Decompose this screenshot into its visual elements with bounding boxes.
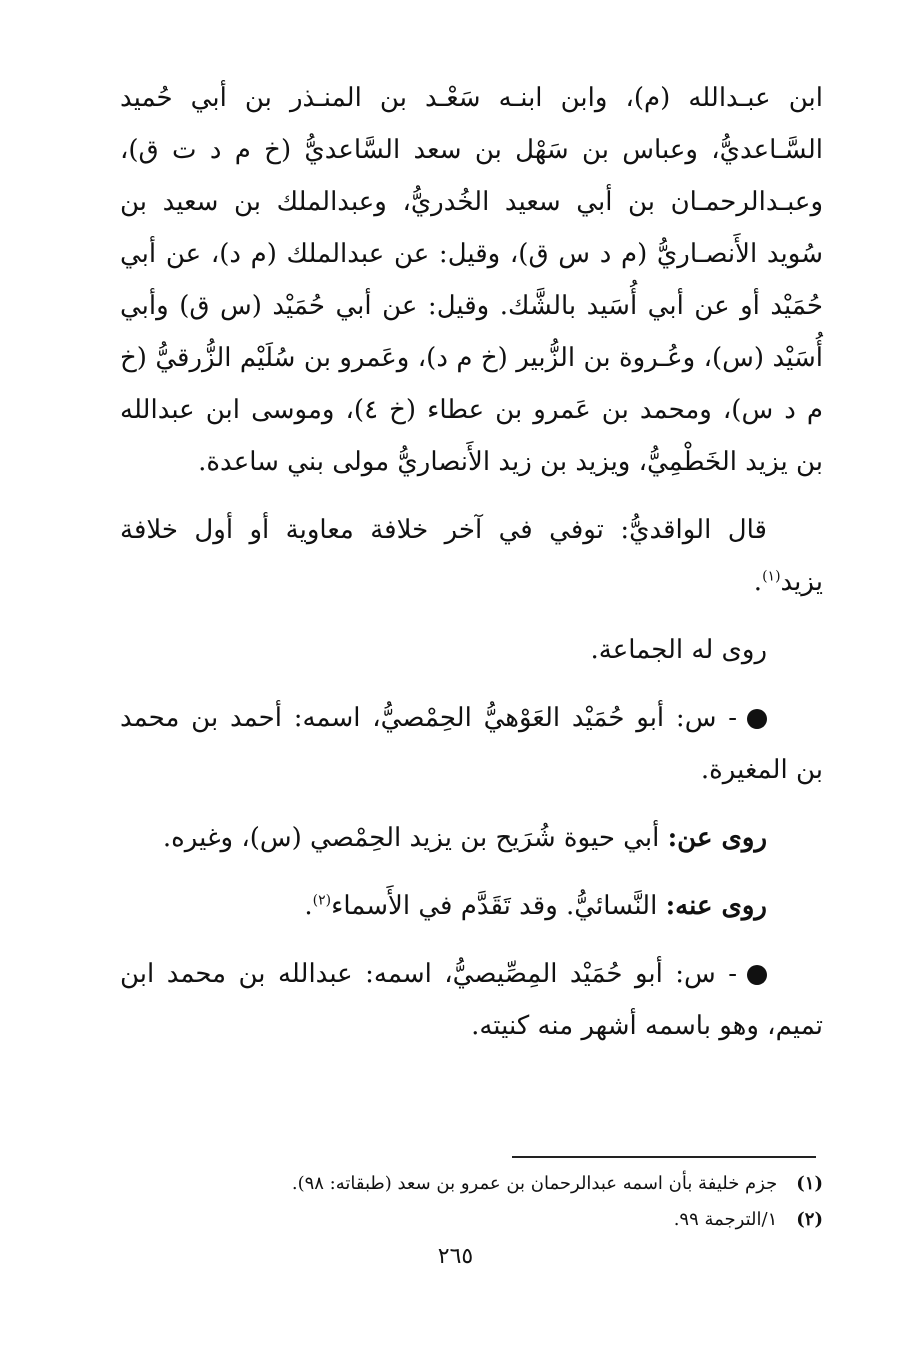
footnote-1 [200,1166,823,1202]
rawa-an-label: روى عن: [667,823,767,853]
waqidi-text: قال الواقديُّ: توفي في آخر خلافة معاوية أو أول خلافة يزيد [120,515,823,597]
main-text [120,72,823,1052]
footnote-ref-1: (١) [762,568,781,585]
awhi-entry-text: - س: أبو حُمَيْد العَوْهيُّ الحِمْصيُّ، اسمه: أحمد بن محمد بن المغيرة. [120,703,823,785]
bullet-icon [747,965,767,985]
footnote-divider [512,1156,816,1158]
footnote-number: (١) [796,1173,823,1194]
rawa-an-text: أبي حيوة شُرَيح بن يزيد الحِمْصي (س)، وغيره. [162,823,660,853]
footnote-text: ١/الترجمة ٩٩. [673,1209,778,1230]
page-number: ٢٦٥ [437,1244,474,1269]
paragraph-awhi-entry [120,692,823,796]
paragraph-waqidi [120,504,823,608]
rawa-anhu-text: النَّسائيُّ. وقد تَقَدَّم في الأَسماء [331,891,658,921]
paragraph-narrators: ابن عبـدالله (م)، وابن ابنـه سَعْـد بن المنـذر بن أبي حُميد السَّـاعديُّ، وعباس بن سَهْل بن سعد السَّاعديُّ (خ م د ت ق)، وعبـدالرحمـان بن أبي سعيد الخُدريُّ، وعبدالملك بن سعيد بن سُويد الأَنصـاريُّ (م د س ق)، وقيل: عن عبدالملك (م د)، عن أبي حُمَيْد أو عن أبي أُسَيد بالشَّك. وقيل: عن أبي حُمَيْد (س ق) وأبي أُسَيْد (س)، وعُـروة بن الزُّبير (خ م د)، وعَمرو بن سُلَيْم الزُّرقيُّ (خ م د س)، ومحمد بن عَمرو بن عطاء (خ ٤)، وموسى ابن عبدالله بن يزيد الخَطْمِيُّ، ويزيد بن زيد الأَنصاريُّ مولى بني ساعدة. [120,83,823,477]
massisi-entry-text: - س: أبو حُمَيْد المِصِّيصيُّ، اسمه: عبدالله بن محمد ابن تميم، وهو باسمه أشهر منه كنيته. [120,959,823,1041]
waqidi-period: . [753,567,763,597]
paragraph-massisi-entry [120,948,823,1052]
paragraph-rawa-an [120,812,823,864]
footnote-text: جزم خليفة بأن اسمه عبدالرحمان بن عمرو بن سعد (طبقاته: ٩٨). [291,1173,778,1194]
footnote-number: (٢) [796,1209,823,1230]
footnote-ref-2: (٢) [312,892,332,909]
footnote-2 [200,1202,823,1238]
paragraph-rawa-anhu [120,880,823,932]
bullet-icon [747,709,767,729]
footnotes [200,1166,823,1238]
paragraph-jamaa: روى له الجماعة. [590,635,767,665]
rawa-anhu-label: روى عنه: [665,891,767,921]
rawa-anhu-period: . [304,891,313,921]
